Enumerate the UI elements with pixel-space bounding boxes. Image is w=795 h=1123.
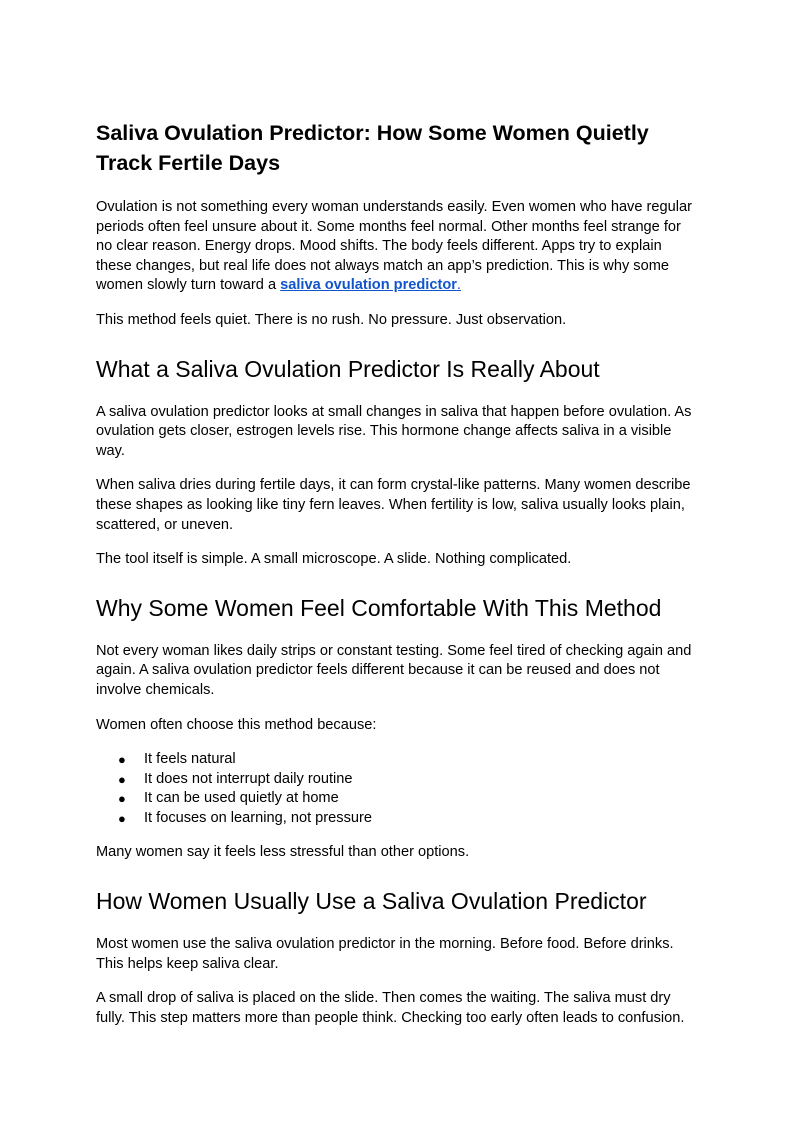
bullet-icon: ● bbox=[118, 752, 126, 768]
saliva-ovulation-predictor-link[interactable]: saliva ovulation predictor bbox=[280, 277, 457, 294]
list-item-text: It feels natural bbox=[144, 751, 236, 768]
list-item-text: It focuses on learning, not pressure bbox=[144, 809, 372, 826]
section-heading-why: Why Some Women Feel Comfortable With This Method bbox=[96, 594, 662, 621]
section2-paragraph-1: Not every woman likes daily strips or constant testing. Some feel tired of checking again and again. A saliva ovulation predictor feels different because it can be reused and does not involve chemicals. bbox=[96, 642, 692, 698]
section1-paragraph-2: When saliva dries during fertile days, it can form crystal-like patterns. Many women describe these shapes as looking like tiny fern leaves. When fertility is low, saliva usually looks plain, scattered, or uneven. bbox=[96, 477, 691, 533]
list-item bbox=[96, 809, 700, 829]
list-item bbox=[96, 770, 700, 790]
reasons-list bbox=[96, 750, 700, 828]
document-title: Saliva Ovulation Predictor: How Some Women Quietly Track Fertile Days bbox=[96, 121, 649, 175]
intro-paragraph-2: This method feels quiet. There is no rush. No pressure. Just observation. bbox=[96, 311, 567, 328]
bullet-icon: ● bbox=[118, 771, 126, 787]
list-item-text: It can be used quietly at home bbox=[144, 790, 339, 807]
list-item-text: It does not interrupt daily routine bbox=[144, 770, 353, 787]
list-item bbox=[96, 789, 700, 809]
section3-paragraph-2: A small drop of saliva is placed on the slide. Then comes the waiting. The saliva must dry fully. This step matters more than people think. Checking too early often leads to confusion. bbox=[96, 990, 685, 1026]
intro-text: Ovulation is not something every woman understands easily. Even women who have regular periods often feel unsure about it. Some months feel normal. Other months feel strange for no clear reason. Energy drops. Mood shifts. The body feels different. Apps try to explain these changes, but real life does not always match an app’s prediction. This is why some women slowly turn toward a bbox=[96, 199, 692, 294]
document-page bbox=[96, 118, 700, 1043]
bullet-icon: ● bbox=[118, 810, 126, 826]
section-heading-how: How Women Usually Use a Saliva Ovulation Predictor bbox=[96, 888, 647, 915]
bullet-icon: ● bbox=[118, 791, 126, 807]
section-heading-what: What a Saliva Ovulation Predictor Is Really About bbox=[96, 355, 600, 382]
list-item bbox=[96, 750, 700, 770]
link-period: . bbox=[456, 277, 461, 294]
intro-paragraph bbox=[96, 198, 700, 296]
section2-paragraph-2: Women often choose this method because: bbox=[96, 716, 377, 733]
section2-paragraph-3: Many women say it feels less stressful than other options. bbox=[96, 844, 470, 861]
section1-paragraph-3: The tool itself is simple. A small microscope. A slide. Nothing complicated. bbox=[96, 551, 572, 568]
section3-paragraph-1: Most women use the saliva ovulation predictor in the morning. Before food. Before drinks. This helps keep saliva clear. bbox=[96, 936, 674, 972]
section1-paragraph-1: A saliva ovulation predictor looks at small changes in saliva that happen before ovulation. As ovulation gets closer, estrogen levels rise. This hormone change affects saliva in a visible way. bbox=[96, 403, 692, 459]
